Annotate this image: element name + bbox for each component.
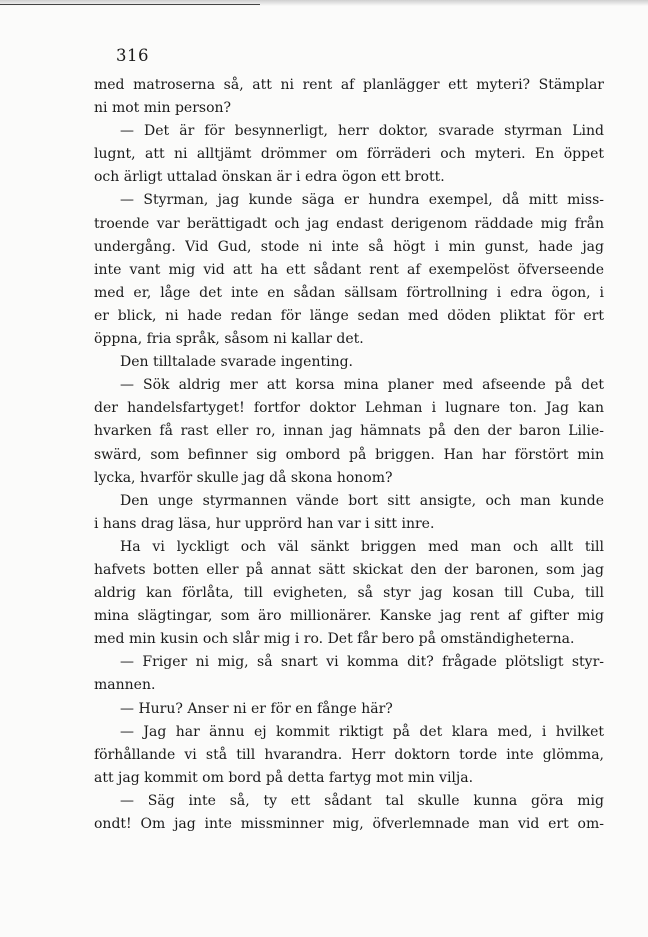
text-line: i hans drag läsa, hur upprörd han var i sitt inre. [94,515,435,532]
text-line: — Styrman, jag kunde säga er hundra exempel, då mitt miss- [120,192,604,209]
text-line: — Säg inte så, ty ett sådant tal skulle kunna göra mig [120,792,604,809]
scan-edge-shadow [0,0,648,6]
text-line: ni mot min person? [94,100,232,117]
text-line: der handelsfartyget! fortfor doktor Lehman i lugnare ton. Jag kan [94,400,604,417]
text-line: — Sök aldrig mer att korsa mina planer med afseende på det [120,377,604,394]
text-line: med matroserna så, att ni rent af planlägger ett myteri? Stämplar [94,77,604,93]
text-line: inte vant mig vid att ha ett sådant rent af exempelöst öfverseende [94,261,604,278]
text-line: förhållande vi stå till hvarandra. Herr doktorn torde inte glömma, [94,746,604,763]
text-line: troende var berättigadt och jag endast derigenom räddade mig från [94,215,604,232]
text-line: med er, låge det inte en sådan sällsam förtrollning i edra ögon, i [94,284,604,301]
text-line: med min kusin och slår mig i ro. Det får bero på omständigheterna. [94,631,575,648]
text-line: ondt! Om jag inte missminner mig, öfverlemnade man vid ert om- [94,816,604,832]
text-line: — Friger ni mig, så snart vi komma dit? frågade plötsligt styr- [120,654,604,671]
text-line: er blick, ni hade redan för länge sedan med döden pliktat för ert [94,307,604,324]
text-line: — Jag har ännu ej kommit riktigt på det klara med, i hvilket [120,723,604,740]
text-line: att jag kommit om bord på detta fartyg mot min vilja. [94,769,474,786]
text-line: Ha vi lyckligt och väl sänkt briggen med man och allt till [120,538,604,555]
text-line: — Huru? Anser ni er för en fånge här? [120,700,393,717]
text-line: mina slägtingar, som äro millionärer. Kanske jag rent af gifter mig [94,608,604,625]
text-line: mannen. [94,677,156,694]
text-line: swärd, som befinner sig ombord på briggen. Han har förstört min [94,446,604,463]
text-line: aldrig kan förlåta, till evigheten, så styr jag kosan till Cuba, till [94,585,604,602]
text-line: och ärligt uttalad önskan är i edra ögon ett brott. [94,169,445,186]
text-line: hvarken få rast eller ro, innan jag hämnats på den der baron Lilie- [94,423,604,440]
text-line: Den tilltalade svarade ingenting. [120,354,353,371]
text-line: Den unge styrmannen vände bort sitt ansigte, och man kunde [120,492,604,509]
text-line: lugnt, att ni alltjämt drömmer om förräderi och myteri. En öppet [94,146,604,163]
text-line: undergång. Vid Gud, stode ni inte så högt i min gunst, hade jag [94,238,604,255]
body-text [94,74,604,836]
text-line: — Det är för besynnerligt, herr doktor, svarade styrman Lind [120,123,604,140]
text-line: hafvets botten eller på annat sätt skickat den der baronen, som jag [94,561,604,578]
text-line: öppna, fria språk, såsom ni kallar det. [94,331,364,348]
scan-edge-line [0,4,260,5]
text-line: lycka, hvarför skulle jag då skona honom? [94,469,393,486]
page-number: 316 [116,46,149,65]
